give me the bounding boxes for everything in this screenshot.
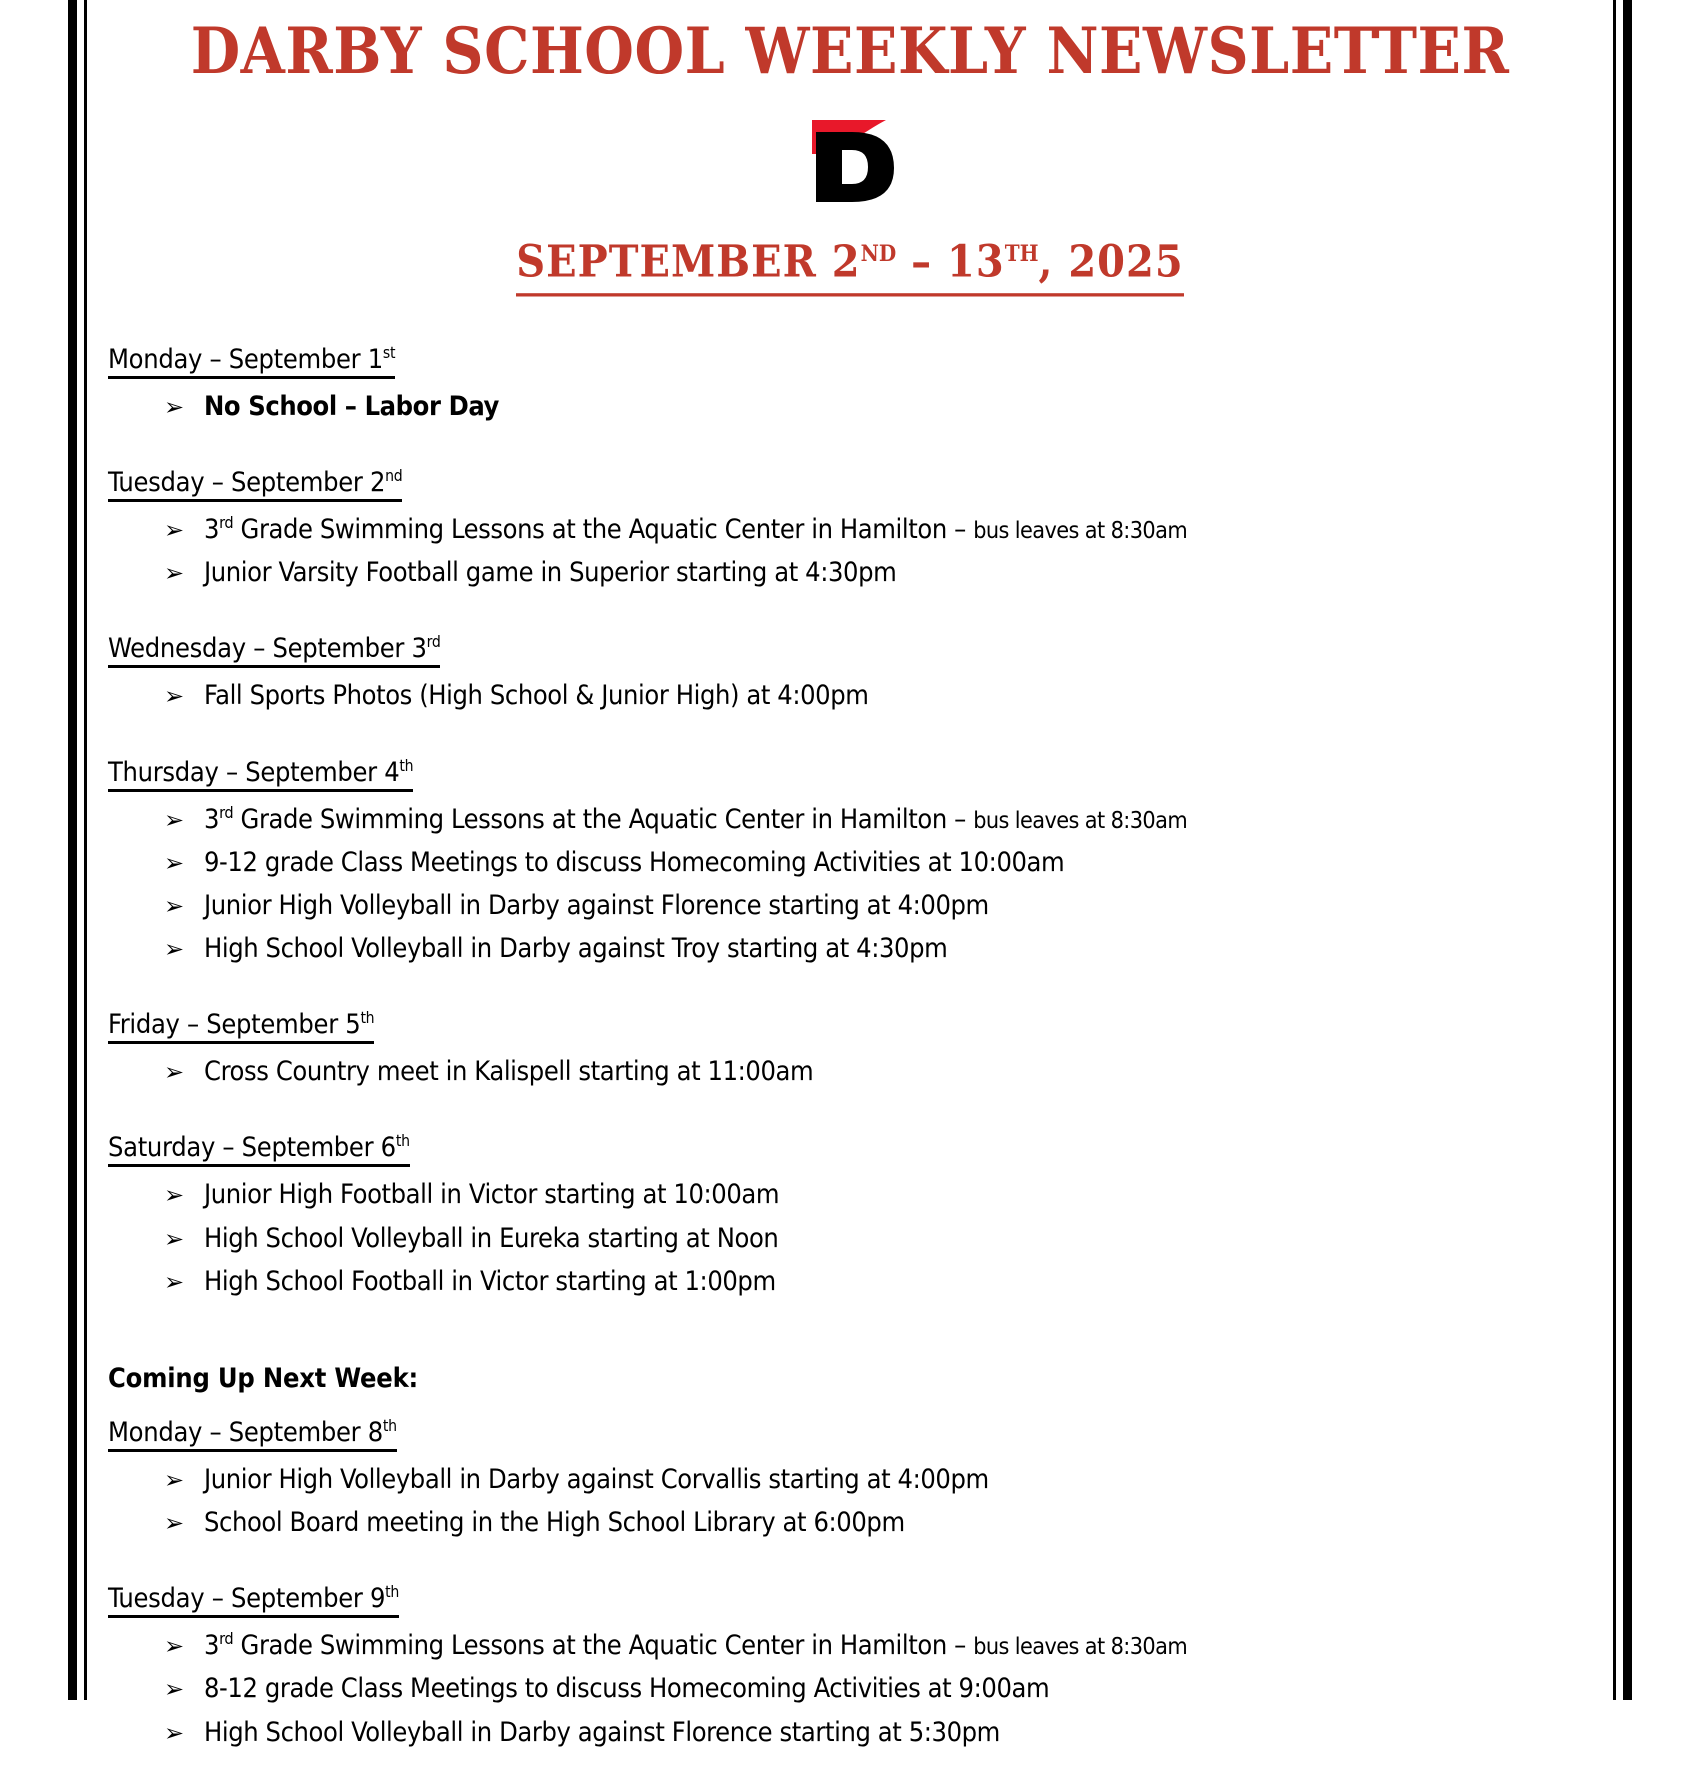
day-heading-ordinal: th (399, 755, 414, 775)
day-heading-row (108, 756, 1604, 796)
list-item-text: Fall Sports Photos (High School & Junior High) at 4:00pm (204, 680, 869, 712)
darby-d-logo-icon (790, 114, 910, 206)
day-heading-wednesday-sep-3: Wednesday – September 3rd (108, 632, 440, 668)
group-spacer (108, 432, 1604, 458)
list-item-text: Junior Varsity Football game in Superior starting at 4:30pm (204, 557, 897, 589)
day-group-thursday-sep-4 (108, 756, 1604, 1001)
next-week-sections (108, 1416, 1604, 1784)
arrow-bullet-icon: ➢ (164, 891, 184, 920)
page-content (96, 0, 1604, 1748)
day-heading-friday-sep-5: Friday – September 5th (108, 1008, 374, 1044)
bullet-list-friday-sep-5 (108, 1054, 1604, 1090)
arrow-bullet-icon: ➢ (164, 1465, 184, 1494)
list-item (164, 512, 1604, 548)
day-heading-row (108, 632, 1604, 672)
date-suffix: , 2025 (1038, 235, 1184, 288)
day-heading-monday-sep-8: Monday – September 8th (108, 1416, 397, 1452)
day-group-monday-sep-1 (108, 343, 1604, 458)
day-heading-monday-sep-1: Monday – September 1st (108, 343, 395, 379)
ordinal-suffix: rd (219, 1629, 234, 1649)
list-item-text: 3rd Grade Swimming Lessons at the Aquatic Center in Hamilton – bus leaves at 8:30am (204, 1629, 1188, 1662)
list-item (164, 1177, 1604, 1213)
arrow-bullet-icon: ➢ (164, 805, 184, 834)
day-heading-tuesday-sep-2: Tuesday – September 2nd (108, 466, 402, 502)
arrow-bullet-icon: ➢ (164, 1509, 184, 1538)
list-item (164, 888, 1604, 924)
list-item-text: Junior High Football in Victor starting at 10:00am (204, 1179, 780, 1211)
arrow-bullet-icon: ➢ (164, 1718, 184, 1747)
day-heading-row (108, 1416, 1604, 1456)
group-spacer (108, 722, 1604, 748)
bullet-list-saturday-sep-6 (108, 1177, 1604, 1300)
day-heading-thursday-sep-4: Thursday – September 4th (108, 756, 413, 792)
day-heading-ordinal: th (385, 1582, 399, 1602)
list-item-text: High School Volleyball in Eureka starting at Noon (204, 1222, 779, 1254)
arrow-bullet-icon: ➢ (164, 1675, 184, 1704)
day-heading-row (108, 343, 1604, 383)
coming-up-next-week-heading: Coming Up Next Week: (108, 1362, 419, 1394)
day-heading-saturday-sep-6: Saturday – September 6th (108, 1131, 410, 1167)
arrow-bullet-icon: ➢ (164, 1267, 184, 1296)
arrow-bullet-icon: ➢ (164, 1058, 184, 1087)
list-item-text: High School Volleyball in Darby against Troy starting at 4:30pm (204, 933, 948, 965)
bullet-list-thursday-sep-4 (108, 802, 1604, 968)
day-heading-ordinal: th (382, 1415, 397, 1435)
list-item (164, 1054, 1604, 1090)
list-item-text: 3rd Grade Swimming Lessons at the Aquatic Center in Hamilton – bus leaves at 8:30am (204, 802, 1188, 835)
list-item (164, 802, 1604, 838)
list-item (164, 931, 1604, 967)
list-item-text: 8-12 grade Class Meetings to discuss Homecoming Activities at 9:00am (204, 1673, 1050, 1705)
day-group-friday-sep-5 (108, 1008, 1604, 1123)
list-item-text: High School Football in Victor starting at 1:00pm (204, 1265, 776, 1297)
arrow-bullet-icon: ➢ (164, 392, 184, 421)
day-group-saturday-sep-6 (108, 1131, 1604, 1333)
school-logo (96, 114, 1604, 206)
list-item-text: 9-12 grade Class Meetings to discuss Homecoming Activities at 10:00am (204, 846, 1065, 878)
day-heading-row (108, 466, 1604, 506)
day-group-wednesday-sep-3 (108, 632, 1604, 747)
schedule-body (96, 343, 1604, 1784)
list-item (164, 389, 1604, 425)
day-heading-ordinal: nd (385, 466, 403, 486)
arrow-bullet-icon: ➢ (164, 516, 184, 545)
ordinal-suffix: rd (219, 513, 234, 533)
this-week-sections (108, 343, 1604, 1333)
date-range (516, 236, 1183, 297)
arrow-bullet-icon: ➢ (164, 1224, 184, 1253)
list-item-tail-note: bus leaves at 8:30am (973, 1633, 1188, 1661)
arrow-bullet-icon: ➢ (164, 1632, 184, 1661)
day-heading-row (108, 1582, 1604, 1622)
list-item-text: No School – Labor Day (204, 390, 499, 422)
list-item-text: High School Volleyball in Darby against Florence starting at 5:30pm (204, 1716, 1000, 1748)
list-item-text: School Board meeting in the High School Library at 6:00pm (204, 1507, 905, 1539)
day-group-monday-sep-8 (108, 1416, 1604, 1574)
list-item (164, 1462, 1604, 1498)
day-heading-row (108, 1131, 1604, 1171)
day-group-tuesday-sep-9 (108, 1582, 1604, 1784)
arrow-bullet-icon: ➢ (164, 559, 184, 588)
list-item (164, 555, 1604, 591)
date-sup-2: TH (1004, 239, 1039, 267)
group-spacer (108, 1548, 1604, 1574)
day-heading-ordinal: st (382, 342, 396, 362)
date-mid: – 13 (896, 235, 1005, 288)
list-item (164, 845, 1604, 881)
day-heading-ordinal: th (395, 1131, 410, 1151)
arrow-bullet-icon: ➢ (164, 1181, 184, 1210)
day-heading-row (108, 1008, 1604, 1048)
list-item (164, 1671, 1604, 1707)
list-item (164, 1628, 1604, 1664)
date-prefix: SEPTEMBER 2 (516, 235, 861, 288)
list-item-text: Cross Country meet in Kalispell starting at 11:00am (204, 1056, 814, 1088)
list-item-text: Junior High Volleyball in Darby against Corvallis starting at 4:00pm (204, 1463, 989, 1495)
arrow-bullet-icon: ➢ (164, 935, 184, 964)
bullet-list-monday-sep-8 (108, 1462, 1604, 1541)
arrow-bullet-icon: ➢ (164, 848, 184, 877)
day-heading-ordinal: rd (426, 632, 441, 652)
masthead (96, 0, 1604, 291)
bullet-list-tuesday-sep-9 (108, 1628, 1604, 1751)
list-item (164, 1221, 1604, 1257)
arrow-bullet-icon: ➢ (164, 682, 184, 711)
bullet-list-tuesday-sep-2 (108, 512, 1604, 591)
group-spacer (108, 1307, 1604, 1333)
newsletter-title: DARBY SCHOOL WEEKLY NEWSLETTER (190, 13, 1510, 89)
day-heading-tuesday-sep-9: Tuesday – September 9th (108, 1582, 399, 1618)
group-spacer (108, 598, 1604, 624)
list-item-text: 3rd Grade Swimming Lessons at the Aquatic Center in Hamilton – bus leaves at 8:30am (204, 513, 1188, 546)
group-spacer (108, 1097, 1604, 1123)
group-spacer (108, 1758, 1604, 1784)
bullet-list-monday-sep-1 (108, 389, 1604, 425)
bullet-list-wednesday-sep-3 (108, 678, 1604, 714)
list-item (164, 1264, 1604, 1300)
day-group-tuesday-sep-2 (108, 466, 1604, 624)
list-item (164, 1715, 1604, 1751)
group-spacer (108, 974, 1604, 1000)
list-item (164, 1505, 1604, 1541)
list-item-tail-note: bus leaves at 8:30am (973, 806, 1188, 834)
date-sup-1: ND (860, 239, 897, 267)
day-heading-ordinal: th (360, 1008, 375, 1028)
list-item (164, 678, 1604, 714)
list-item-tail-note: bus leaves at 8:30am (973, 517, 1188, 545)
list-item-text: Junior High Volleyball in Darby against Florence starting at 4:00pm (204, 889, 989, 921)
ordinal-suffix: rd (219, 802, 234, 822)
